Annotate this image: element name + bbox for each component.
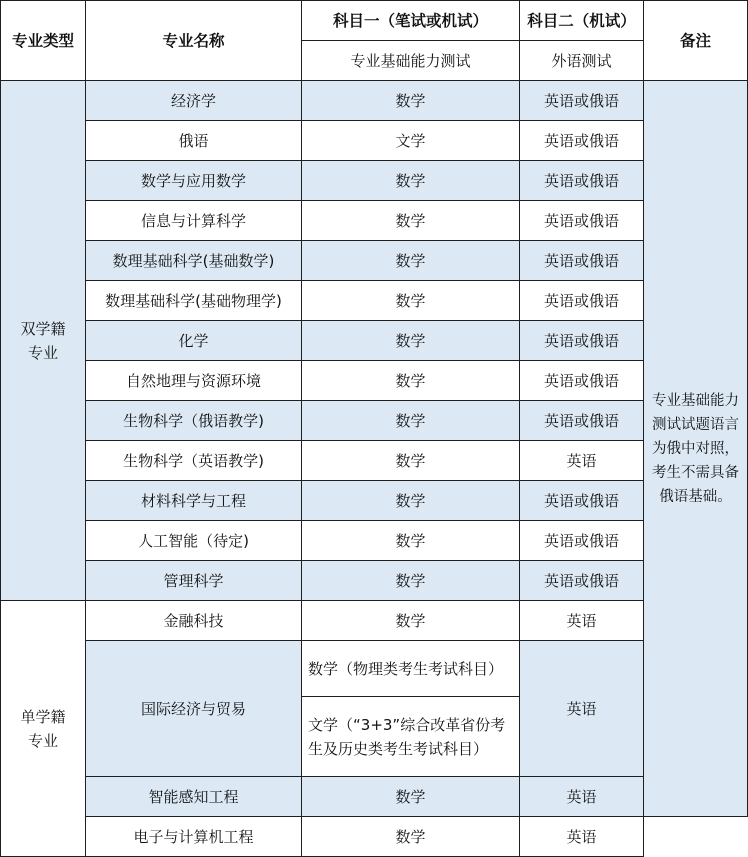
major-name: 人工智能（待定) xyxy=(86,521,302,561)
subject-1: 数学 xyxy=(302,201,520,241)
subject-2: 英语 xyxy=(520,641,644,777)
subject-2: 英语或俄语 xyxy=(520,321,644,361)
subject-1: 数学 xyxy=(302,361,520,401)
subject-1: 数学 xyxy=(302,161,520,201)
table-row xyxy=(1,441,748,481)
table-row xyxy=(1,641,748,697)
note-text: 专业基础能力测试试题语言为俄中对照，考生不需具备俄语基础。 xyxy=(644,81,748,817)
table-row xyxy=(1,777,748,817)
major-name: 自然地理与资源环境 xyxy=(86,361,302,401)
subject-2: 英语或俄语 xyxy=(520,281,644,321)
major-name: 数理基础科学(基础数学) xyxy=(86,241,302,281)
subject-2: 英语 xyxy=(520,441,644,481)
major-name: 国际经济与贸易 xyxy=(86,641,302,777)
table-row xyxy=(1,817,748,857)
table-row xyxy=(1,281,748,321)
header-major-type: 专业类型 xyxy=(1,1,86,81)
subject-1: 数学 xyxy=(302,281,520,321)
major-name: 材料科学与工程 xyxy=(86,481,302,521)
table-row xyxy=(1,601,748,641)
table-row xyxy=(1,241,748,281)
subject-1: 数学 xyxy=(302,401,520,441)
table-row xyxy=(1,401,748,441)
subject-2: 英语或俄语 xyxy=(520,561,644,601)
subject-2: 英语或俄语 xyxy=(520,201,644,241)
subject-1: 数学 xyxy=(302,817,520,857)
header-row xyxy=(1,1,748,41)
subject-2: 英语或俄语 xyxy=(520,81,644,121)
subject-1-option-b: 文学（“3+3”综合改革省份考生及历史类考生考试科目） xyxy=(302,697,520,777)
major-name: 经济学 xyxy=(86,81,302,121)
table-row xyxy=(1,321,748,361)
table-row xyxy=(1,81,748,121)
major-name: 俄语 xyxy=(86,121,302,161)
subject-2: 英语 xyxy=(520,817,644,857)
header-subject-2-sub: 外语测试 xyxy=(520,41,644,81)
header-subject-2: 科目二（机试） xyxy=(520,1,644,41)
header-major-name: 专业名称 xyxy=(86,1,302,81)
subject-1: 数学 xyxy=(302,481,520,521)
subject-1: 数学 xyxy=(302,601,520,641)
major-name: 生物科学（俄语教学) xyxy=(86,401,302,441)
header-subject-1-sub: 专业基础能力测试 xyxy=(302,41,520,81)
subject-2: 英语或俄语 xyxy=(520,401,644,441)
subject-1: 数学 xyxy=(302,521,520,561)
subject-1: 数学 xyxy=(302,81,520,121)
major-name: 电子与计算机工程 xyxy=(86,817,302,857)
major-name: 管理科学 xyxy=(86,561,302,601)
subject-1: 数学 xyxy=(302,321,520,361)
subject-2: 英语或俄语 xyxy=(520,121,644,161)
group-dual-degree: 双学籍 专业 xyxy=(1,81,86,601)
subject-1: 数学 xyxy=(302,561,520,601)
subject-1: 数学 xyxy=(302,241,520,281)
subject-1: 数学 xyxy=(302,441,520,481)
subject-2: 英语或俄语 xyxy=(520,241,644,281)
subject-1: 数学 xyxy=(302,777,520,817)
major-name: 化学 xyxy=(86,321,302,361)
group-single-degree: 单学籍 专业 xyxy=(1,601,86,857)
subject-2: 英语或俄语 xyxy=(520,521,644,561)
header-subject-1: 科目一（笔试或机试） xyxy=(302,1,520,41)
table-row xyxy=(1,361,748,401)
subject-2: 英语或俄语 xyxy=(520,161,644,201)
subject-2: 英语或俄语 xyxy=(520,361,644,401)
major-name: 智能感知工程 xyxy=(86,777,302,817)
subject-2: 英语 xyxy=(520,601,644,641)
major-name: 金融科技 xyxy=(86,601,302,641)
major-name: 信息与计算科学 xyxy=(86,201,302,241)
subject-2: 英语 xyxy=(520,777,644,817)
major-name: 生物科学（英语教学) xyxy=(86,441,302,481)
subject-1-option-a: 数学（物理类考生考试科目） xyxy=(302,641,520,697)
subject-2: 英语或俄语 xyxy=(520,481,644,521)
table-row xyxy=(1,561,748,601)
table-row xyxy=(1,481,748,521)
table-row xyxy=(1,521,748,561)
table-row xyxy=(1,121,748,161)
table-row xyxy=(1,161,748,201)
major-name: 数学与应用数学 xyxy=(86,161,302,201)
header-note: 备注 xyxy=(644,1,748,81)
major-name: 数理基础科学(基础物理学) xyxy=(86,281,302,321)
subject-1: 文学 xyxy=(302,121,520,161)
table-row xyxy=(1,201,748,241)
